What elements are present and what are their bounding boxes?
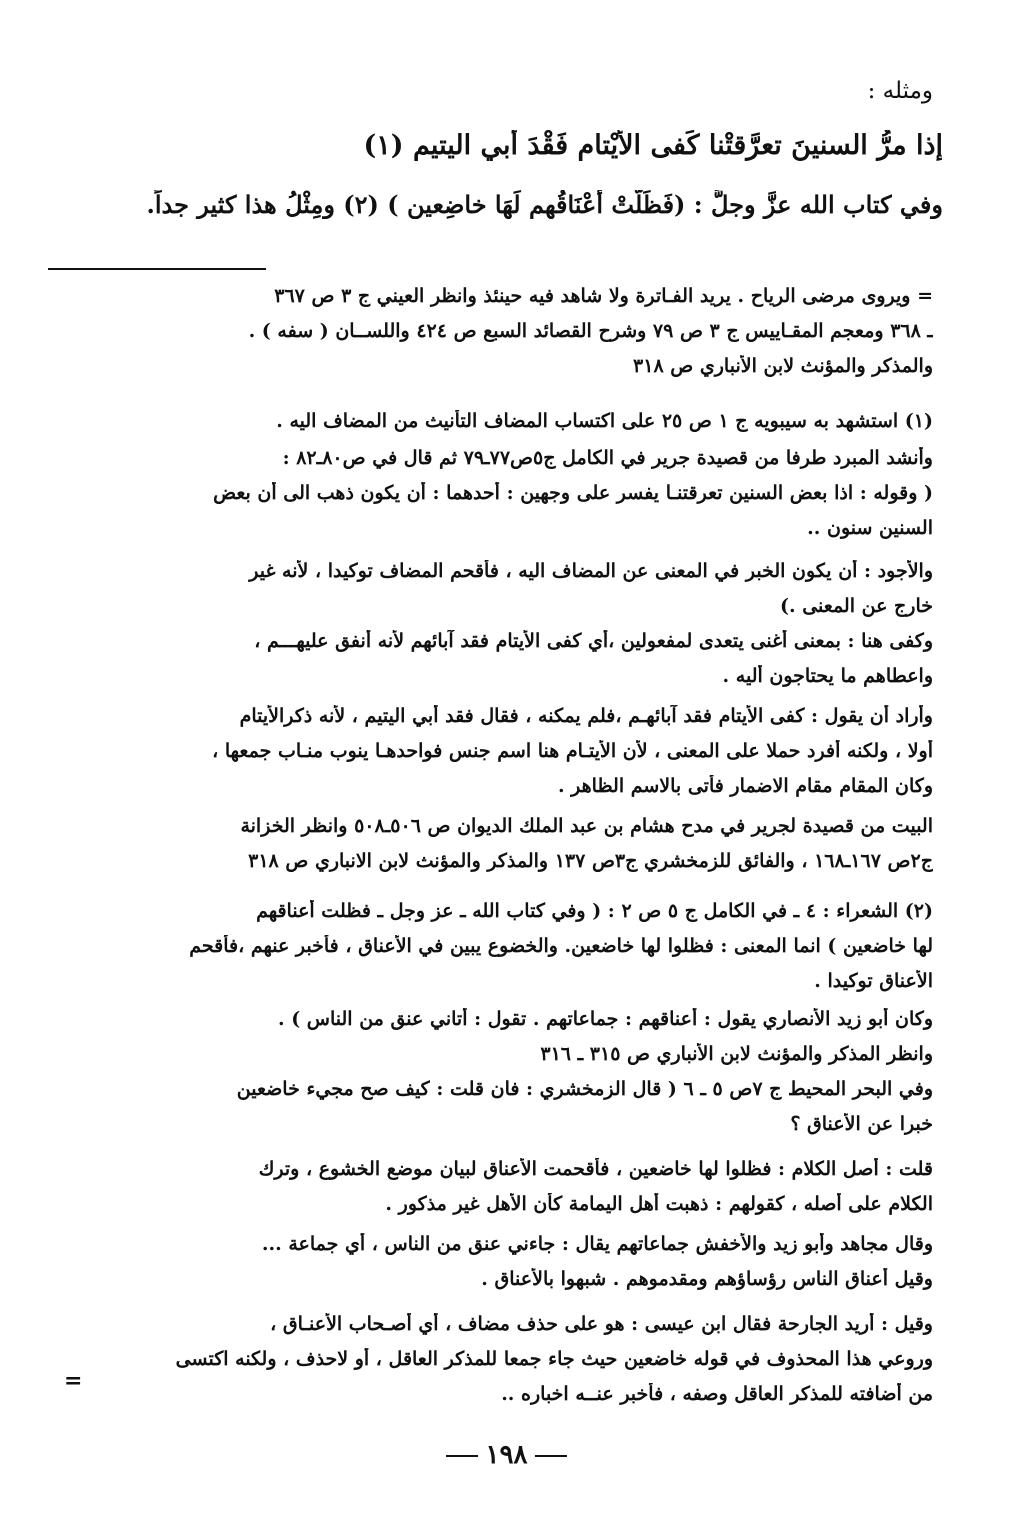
footnote-line: والأجود : أن يكون الخبر في المعنى عن المضاف اليه ، فأقحم المضاف توكيدا ، لأنه غير [249, 560, 933, 582]
footnote-line: وقيل : أريد الجارحة فقال ابن عيسى : هو على حذف مضاف ، أي أصـحاب الأعنـاق ، [270, 1313, 933, 1335]
footnote-line: البيت من قصيدة لجرير في مدح هشام بن عبد الملك الديوان ص ٥٠٦ـ٥٠٨ وانظر الخزانة [240, 815, 933, 837]
quran-quote-line: وفي كتاب الله عزَّ وجلَّ : (فَظَلَّتْ أَعْنَاقُهم لَهَا خاضِعين ) (٢) ومِثْلُ هذا كثير جداً. [146, 190, 943, 219]
footnote-line: وكان المقام مقام الاضمار فأتى بالاسم الظاهر . [557, 775, 933, 797]
footnote-line: قلت : أصل الكلام : فظلوا لها خاضعين ، فأقحمت الأعناق لبيان موضع الخشوع ، وترك [258, 1158, 933, 1180]
footnote-line: وكان أبو زيد الأنصاري يقول : أعناقهم : جماعاتهم . تقول : أتاني عنق من الناس ) . [277, 1008, 933, 1030]
footnote-line: (٢) الشعراء : ٤ ـ في الكامل ج ٥ ص ٢ : ( وفي كتاب الله ـ عز وجل ـ فظلت أعناقهم [256, 900, 933, 922]
verse-line: إذا مرُّ السنينَ تعرَّقتْنا كَفى الأَيْتام فَقْدَ أَبي اليتيمِ (١) [363, 130, 943, 161]
footnote-line: من أضافته للمذكر العاقل وصفه ، فأخبر عنــه اخباره .. [501, 1383, 933, 1405]
footnote-line: ( وقوله : اذا بعض السنين تعرقتنـا يفسر على وجهين : أحدهما : أن يكون ذهب الى أن بعض [213, 482, 933, 504]
footnote-line: = ويروى مرضى الرياح . يريد الفـاترة ولا شاهد فيه حينئذ وانظر العيني ج ٣ ص ٣٦٧ [274, 285, 933, 307]
footnote-line: السنين سنون .. [807, 517, 933, 539]
footnote-line: واعطاهم ما يحتاجون أليه . [722, 665, 933, 687]
footnote-line: وكفى هنا : بمعنى أغنى يتعدى لمفعولين ،أي كفى الأيتام فقد آبائهم لأنه أنفق عليهـــم ، [254, 630, 933, 652]
footnote-line: وأراد أن يقول : كفى الأيتام فقد آبائهـم ،فلم يمكنه ، فقال فقد أبي اليتيم ، لأنه ذكرالأيتام [239, 705, 933, 727]
footnote-line: والمذكر والمؤنث لابن الأنباري ص ٣١٨ [633, 355, 933, 377]
intro-line: ومثله : [867, 78, 933, 104]
footnote-line: خبرا عن الأعناق ؟ [790, 1113, 933, 1135]
footnote-line: أولا ، ولكنه أفرد حملا على المعنى ، لأن الأيتـام هنا اسم جنس فواحدهـا ينوب منـاب جمعها ، [212, 740, 933, 762]
footnote-line: ج٢ص ١٦٧ـ١٦٨ ، والفائق للزمخشري ج٣ص ١٣٧ والمذكر والمؤنث لابن الانباري ص ٣١٨ [248, 850, 933, 872]
footnote-line: وانظر المذكر والمؤنث لابن الأنباري ص ٣١٥ ـ ٣١٦ [540, 1043, 933, 1065]
footnote-line: الأعناق توكيدا . [814, 970, 933, 992]
footnote-line: لها خاضعين ) انما المعنى : فظلوا لها خاضعين. والخضوع يبين في الأعناق ، فأخبر عنهم ،فأقحم [189, 935, 933, 957]
page-number-dash-right [446, 1455, 478, 1457]
footnote-line: خارج عن المعنى .) [779, 595, 933, 617]
page-number-dash-left [535, 1455, 567, 1457]
footnote-line: وأنشد المبرد طرفا من قصيدة جرير في الكامل ج٥ص٧٧ـ٧٩ ثم قال في ص٨٠ـ٨٢ : [282, 447, 933, 469]
footnote-separator [48, 268, 266, 270]
footnote-line: الكلام على أصله ، كقولهم : ذهبت أهل اليمامة كأن الأهل غير مذكور . [385, 1193, 933, 1215]
footnote-line: وقيل أعناق الناس رؤساؤهم ومقدموهم . شبهوا بالأعناق . [481, 1268, 933, 1290]
footnote-line: ـ ٣٦٨ ومعجم المقـاييس ج ٣ ص ٧٩ وشرح القصائد السبع ص ٤٢٤ واللســان ( سفه ) . [248, 320, 933, 342]
continuation-mark: = [64, 1368, 83, 1394]
page-number-value: ١٩٨ [485, 1440, 528, 1470]
footnote-line: وروعي هذا المحذوف في قوله خاضعين حيث جاء جمعا للمذكر العاقل ، أو لاحذف ، ولكنه اكتسى [175, 1348, 933, 1370]
footnote-line: وقال مجاهد وأبو زيد والأخفش جماعاتهم يقال : جاءني عنق من الناس ، أي جماعة ... [261, 1233, 933, 1255]
page-number [0, 1440, 1013, 1470]
footnote-line: (١) استشهد به سيبويه ج ١ ص ٢٥ على اكتساب المضاف التأنيث من المضاف اليه . [276, 410, 933, 432]
footnote-line: وفي البحر المحيط ج ٧ص ٥ ـ ٦ ( قال الزمخشري : فان قلت : كيف صح مجيء خاضعين [236, 1078, 933, 1100]
